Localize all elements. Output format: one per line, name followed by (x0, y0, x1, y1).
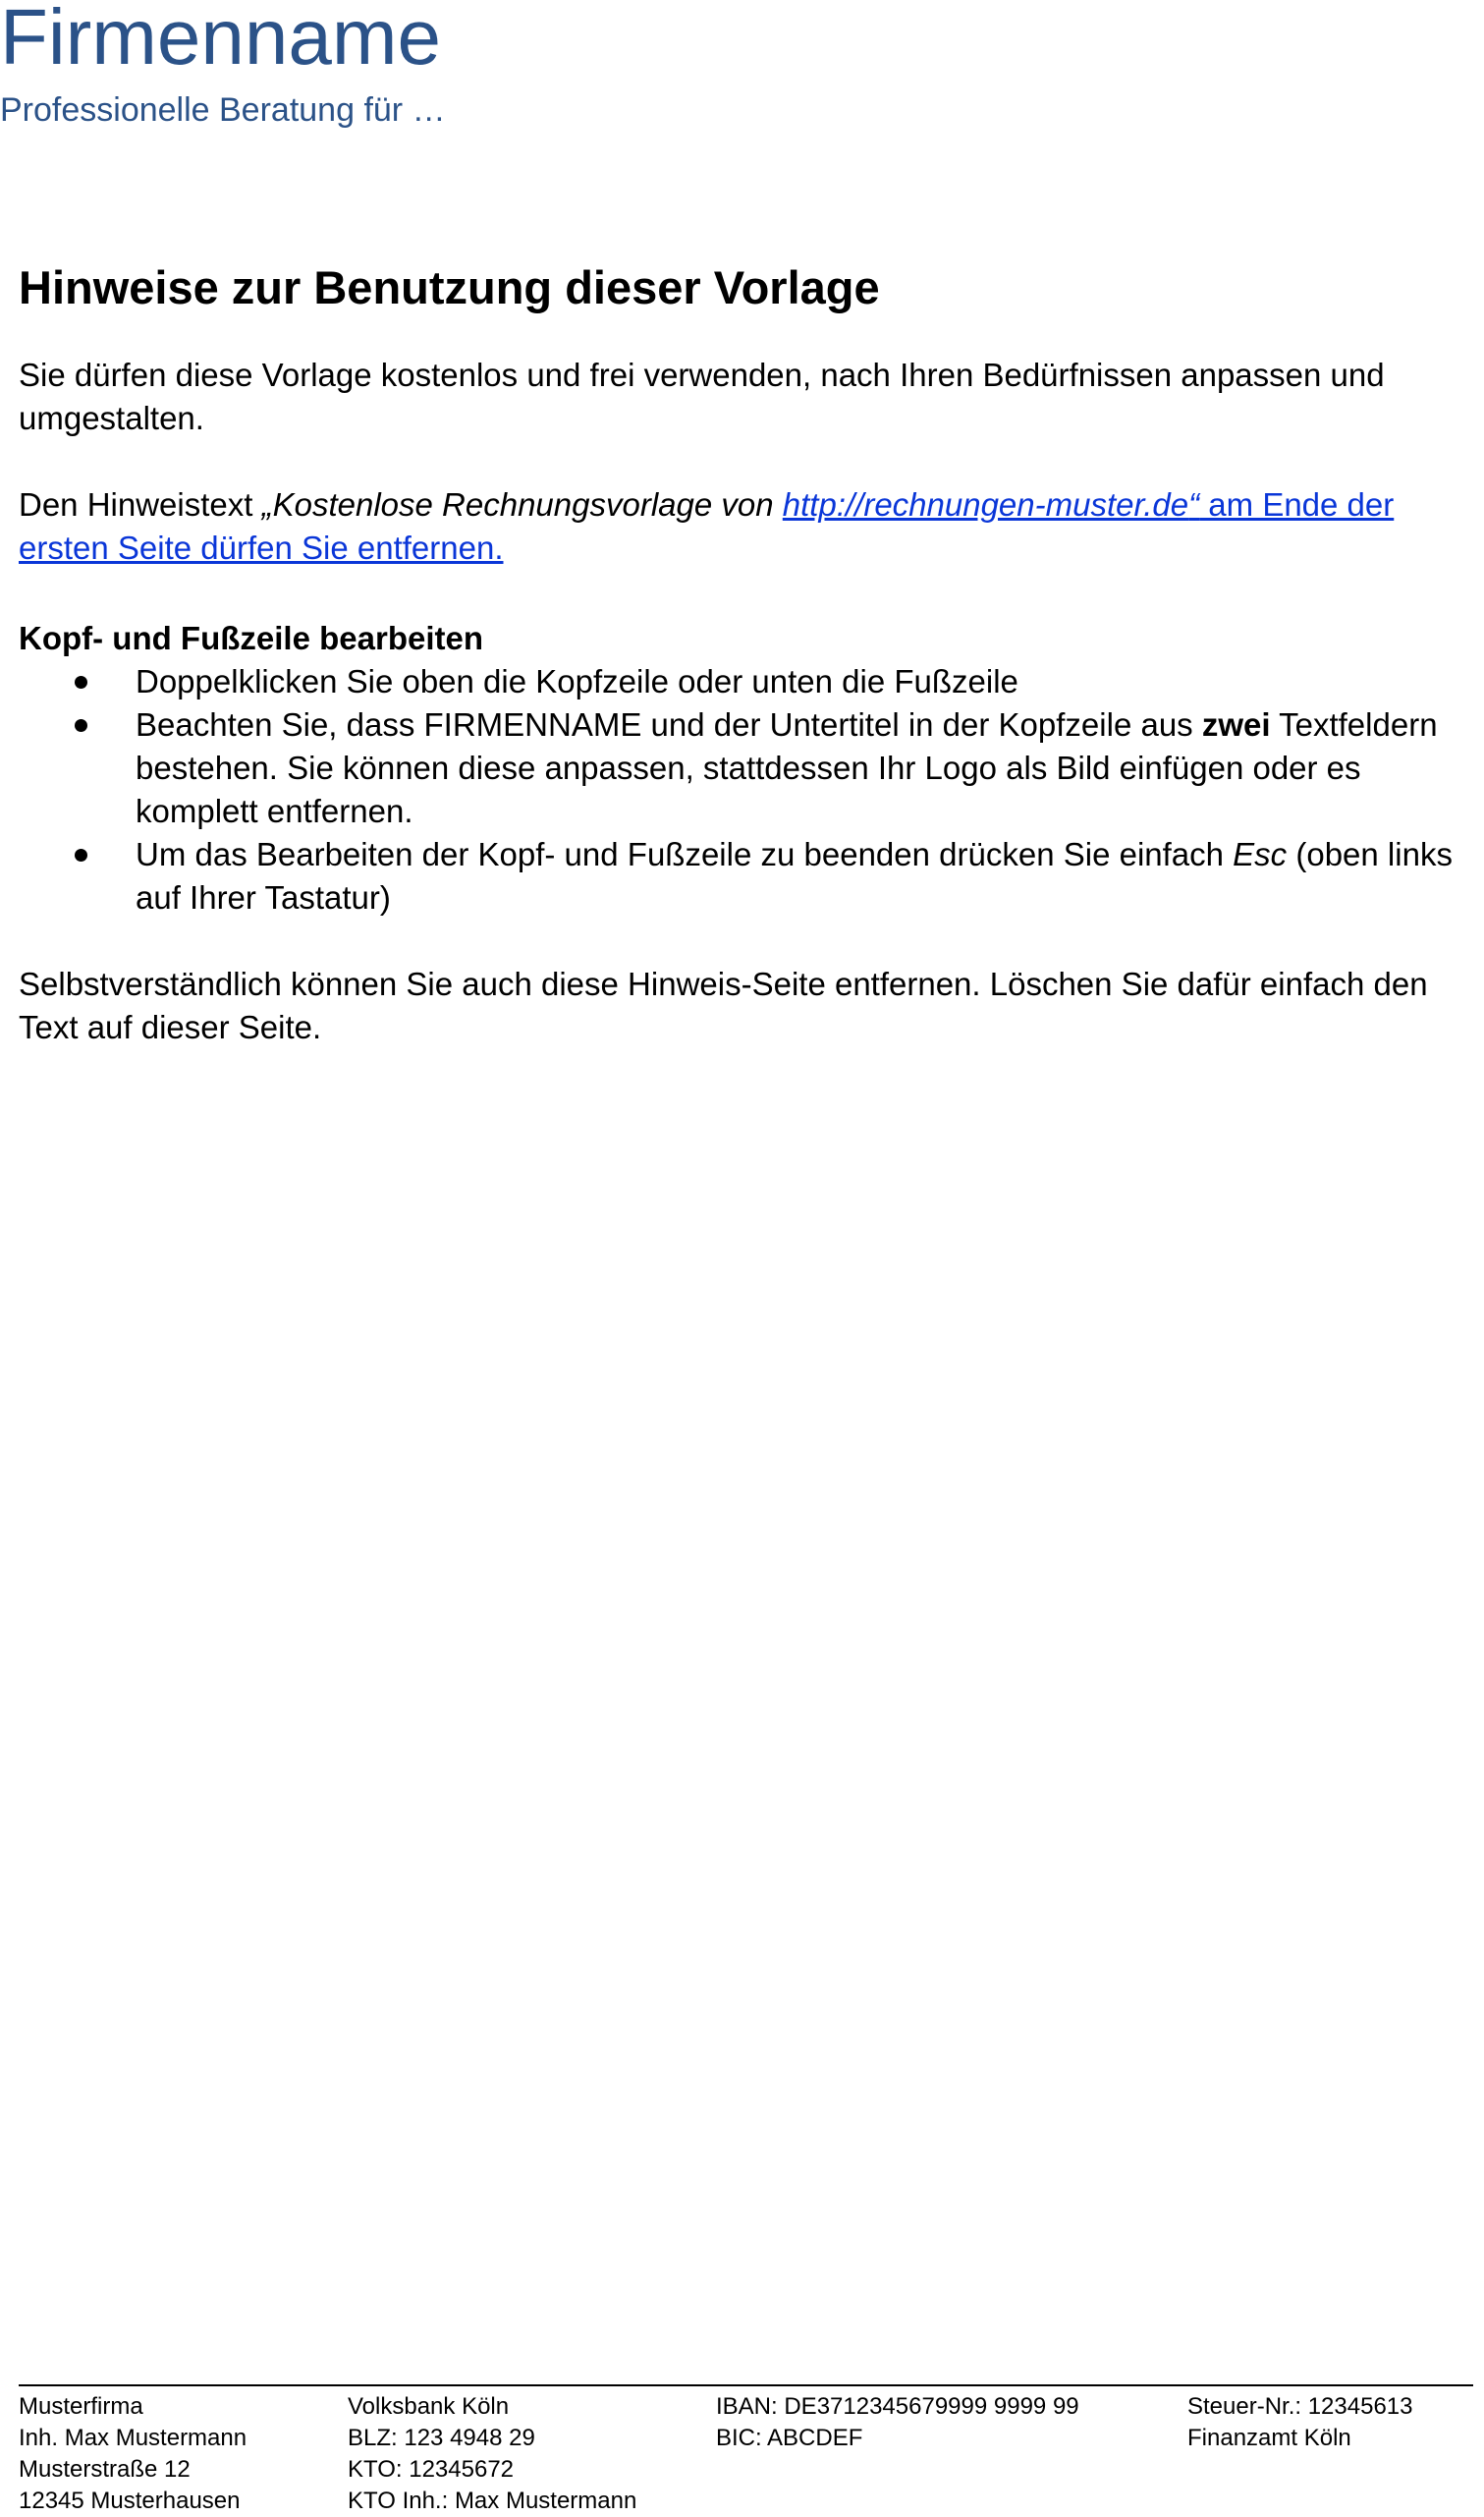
bullet-icon (75, 676, 87, 689)
website-link-rest: am Ende der ersten Seite dürfen Sie entfernen. (19, 486, 1395, 566)
section-title: Kopf- und Fußzeile bearbeiten (19, 620, 484, 656)
footer-iban: IBAN: DE3712345679999 9999 99 (716, 2393, 1079, 2420)
bullet-2-text: Beachten Sie, dass FIRMENNAME und der Untertitel in der Kopfzeile aus (136, 706, 1202, 743)
footer-company-column (19, 2391, 247, 2517)
footer-tax-column (1187, 2391, 1413, 2454)
intro-paragraph: Sie dürfen diese Vorlage kostenlos und frei verwenden, nach Ihren Bedürfnissen anpassen und umgestalten. (19, 357, 1385, 436)
website-link-quote-close: “ (1188, 486, 1200, 523)
bullet-icon (75, 849, 87, 862)
footer-bank-column (348, 2391, 636, 2517)
bullet-1-text: Doppelklicken Sie oben die Kopfzeile oder unten die Fußzeile (136, 663, 1018, 699)
bullet-2-text-end: Textfeldern bestehen. Sie können diese anpassen, stattdessen Ihr Logo als Bild einfügen oder es komplett entfernen. (136, 706, 1438, 829)
company-name: Firmenname (0, 0, 442, 81)
website-link-url: http://rechnungen-muster.de (782, 486, 1189, 523)
footer-kto-owner: KTO Inh.: Max Mustermann (348, 2488, 637, 2514)
bullet-3-key: Esc (1233, 836, 1288, 872)
list-item (19, 833, 1482, 920)
footer-company-name: Musterfirma (19, 2393, 143, 2420)
company-subtitle: Professionelle Beratung für … (0, 91, 446, 129)
footer-street: Musterstraße 12 (19, 2456, 191, 2483)
footer-kto: KTO: 12345672 (348, 2456, 515, 2483)
page-heading: Hinweise zur Benutzung dieser Vorlage (19, 261, 880, 313)
footer-blz: BLZ: 123 4948 29 (348, 2425, 535, 2451)
document-body (19, 253, 1482, 1049)
notice-paragraph (19, 483, 1482, 570)
footer-bic: BIC: ABCDEF (716, 2425, 863, 2451)
instruction-list (19, 660, 1482, 920)
footer-tax-office: Finanzamt Köln (1187, 2425, 1351, 2451)
list-item (19, 660, 1482, 703)
notice-prefix: Den Hinweistext (19, 486, 262, 523)
footer-iban-column (716, 2391, 1079, 2454)
list-item (19, 703, 1482, 833)
footer-tax-number: Steuer-Nr.: 12345613 (1187, 2393, 1413, 2420)
bullet-3-text: Um das Bearbeiten der Kopf- und Fußzeile zu beenden drücken Sie einfach (136, 836, 1234, 872)
footer-bank-name: Volksbank Köln (348, 2393, 510, 2420)
footer-owner: Inh. Max Mustermann (19, 2425, 247, 2451)
bullet-2-bold: zwei (1201, 706, 1271, 743)
footer-city: 12345 Musterhausen (19, 2488, 241, 2514)
footer-divider (19, 2384, 1473, 2386)
notice-quote: „Kostenlose Rechnungsvorlage von (261, 486, 783, 523)
bullet-icon (75, 719, 87, 732)
closing-paragraph: Selbstverständlich können Sie auch diese Hinweis-Seite entfernen. Löschen Sie dafür einfach den Text auf dieser Seite. (19, 966, 1428, 1045)
bullet-3-text-end: (oben links auf Ihrer Tastatur) (136, 836, 1453, 916)
